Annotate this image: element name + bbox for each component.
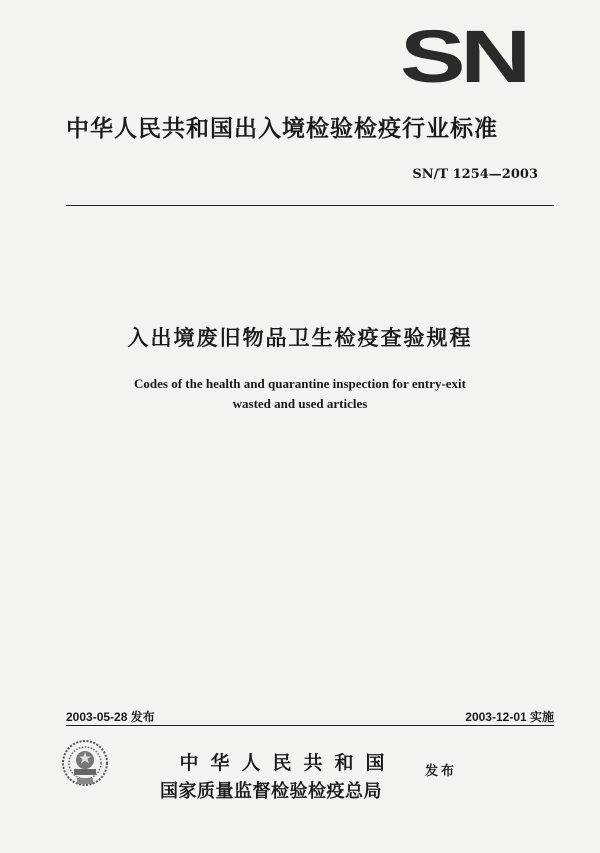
sn-logo bbox=[398, 26, 528, 88]
publish-label: 发布 bbox=[425, 764, 458, 779]
english-title-line-2: wasted and used articles bbox=[232, 396, 368, 411]
industry-standard-title: 中华人民共和国出入境检验检疫行业标准 bbox=[66, 116, 498, 142]
standard-number: SN/T 1254—2003 bbox=[412, 167, 538, 182]
issue-date: 2003-05-28 发布 bbox=[66, 710, 155, 724]
logo-text: SN bbox=[400, 26, 526, 88]
header-divider bbox=[66, 205, 554, 206]
issuer-agency: 国家质量监督检验检疫总局 bbox=[160, 781, 382, 802]
footer-divider bbox=[66, 725, 554, 726]
national-emblem-icon bbox=[60, 738, 110, 790]
document-title-english bbox=[0, 374, 600, 414]
implementation-date: 2003-12-01 实施 bbox=[465, 710, 554, 724]
issuer-country: 中华人民共和国 bbox=[179, 752, 397, 774]
english-title-line-1: Codes of the health and quarantine inspection for entry-exit bbox=[134, 376, 466, 391]
issuing-authority bbox=[160, 748, 460, 803]
document-title-chinese: 入出境废旧物品卫生检疫查验规程 bbox=[127, 326, 473, 350]
sn-logo-graphic bbox=[398, 26, 528, 88]
